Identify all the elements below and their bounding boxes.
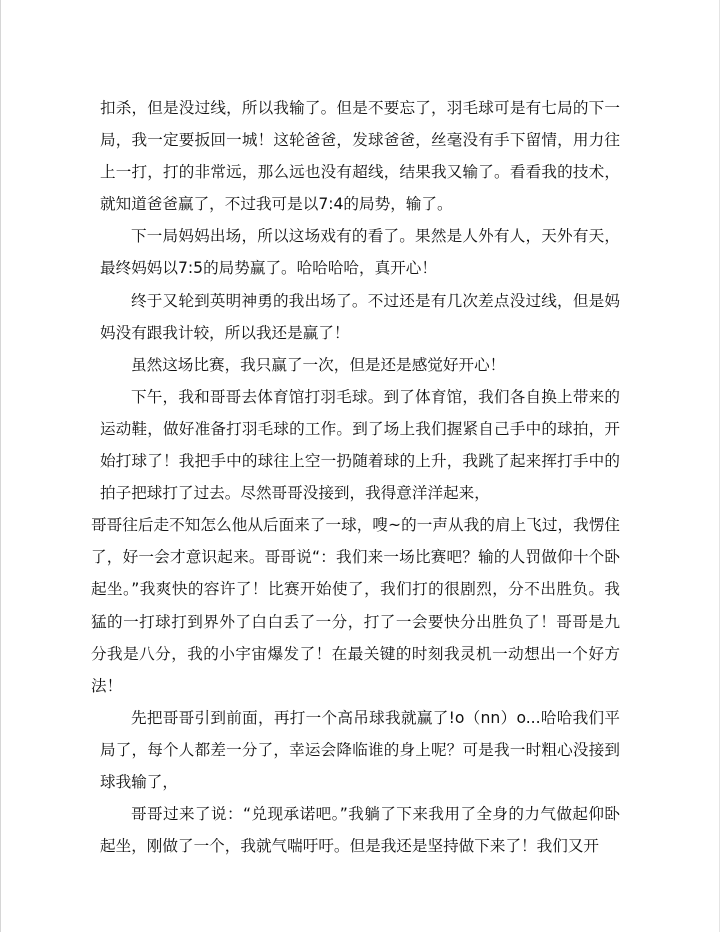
body-text bbox=[91, 92, 620, 862]
paragraph-7: 先把哥哥引到前面，再打一个高吊球我就赢了!o（nn）o...哈哈我们平局了，每个人都差一分了，幸运会降临谁的身上呢？可是我一时粗心没接到球我输了， bbox=[100, 708, 620, 791]
paragraph-1: 扣杀，但是没过线，所以我输了。但是不要忘了，羽毛球可是有七局的下一局，我一定要扳回一城！这轮爸爸，发球爸爸，丝毫没有手下留情，用力往上一打，打的非常远，那么远也没有超线，结果我又输了。看看我的技术，就知道爸爸赢了，不过我可是以7:4的局势，输了。 bbox=[100, 99, 620, 214]
paragraph-3: 终于又轮到英明神勇的我出场了。不过还是有几次差点没过线，但是妈妈没有跟我计较，所以我还是赢了！ bbox=[100, 291, 620, 342]
paragraph-2: 下一局妈妈出场，所以这场戏有的看了。果然是人外有人，天外有天，最终妈妈以7:5的局势赢了。哈哈哈哈，真开心！ bbox=[100, 227, 620, 278]
page-left-border bbox=[0, 0, 1, 932]
paragraph-6: 哥哥往后走不知怎么他从后面来了一球，嗖~的一声从我的肩上飞过，我愣住了，好一会才意识起来。哥哥说“：我们来一场比赛吧？输的人罚做仰十个卧起坐。”我爽快的容许了！比赛开始使了，我们打的很剧烈，分不出胜负。我猛的一打球打到界外了白白丢了一分，打了一会要快分出胜负了！哥哥是九分我是八分，我的小宇宙爆发了！在最关键的时刻我灵机一动想出一个好方法！ bbox=[91, 516, 620, 695]
paragraph-5: 下午，我和哥哥去体育馆打羽毛球。到了体育馆，我们各自换上带来的运动鞋，做好准备打羽毛球的工作。到了场上我们握紧自己手中的球拍，开始打球了！我把手中的球往上空一扔随着球的上升，我跳了起来挥打手中的拍子把球打了过去。尽然哥哥没接到，我得意洋洋起来， bbox=[100, 387, 620, 503]
paragraph-4: 虽然这场比赛，我只赢了一次，但是还是感觉好开心！ bbox=[131, 355, 506, 374]
paragraph-8: 哥哥过来了说：“兑现承诺吧。”我躺了下来我用了全身的力气做起仰卧起坐，刚做了一个，我就气喘吁吁。但是我还是坚持做下来了！我们又开 bbox=[100, 805, 620, 856]
